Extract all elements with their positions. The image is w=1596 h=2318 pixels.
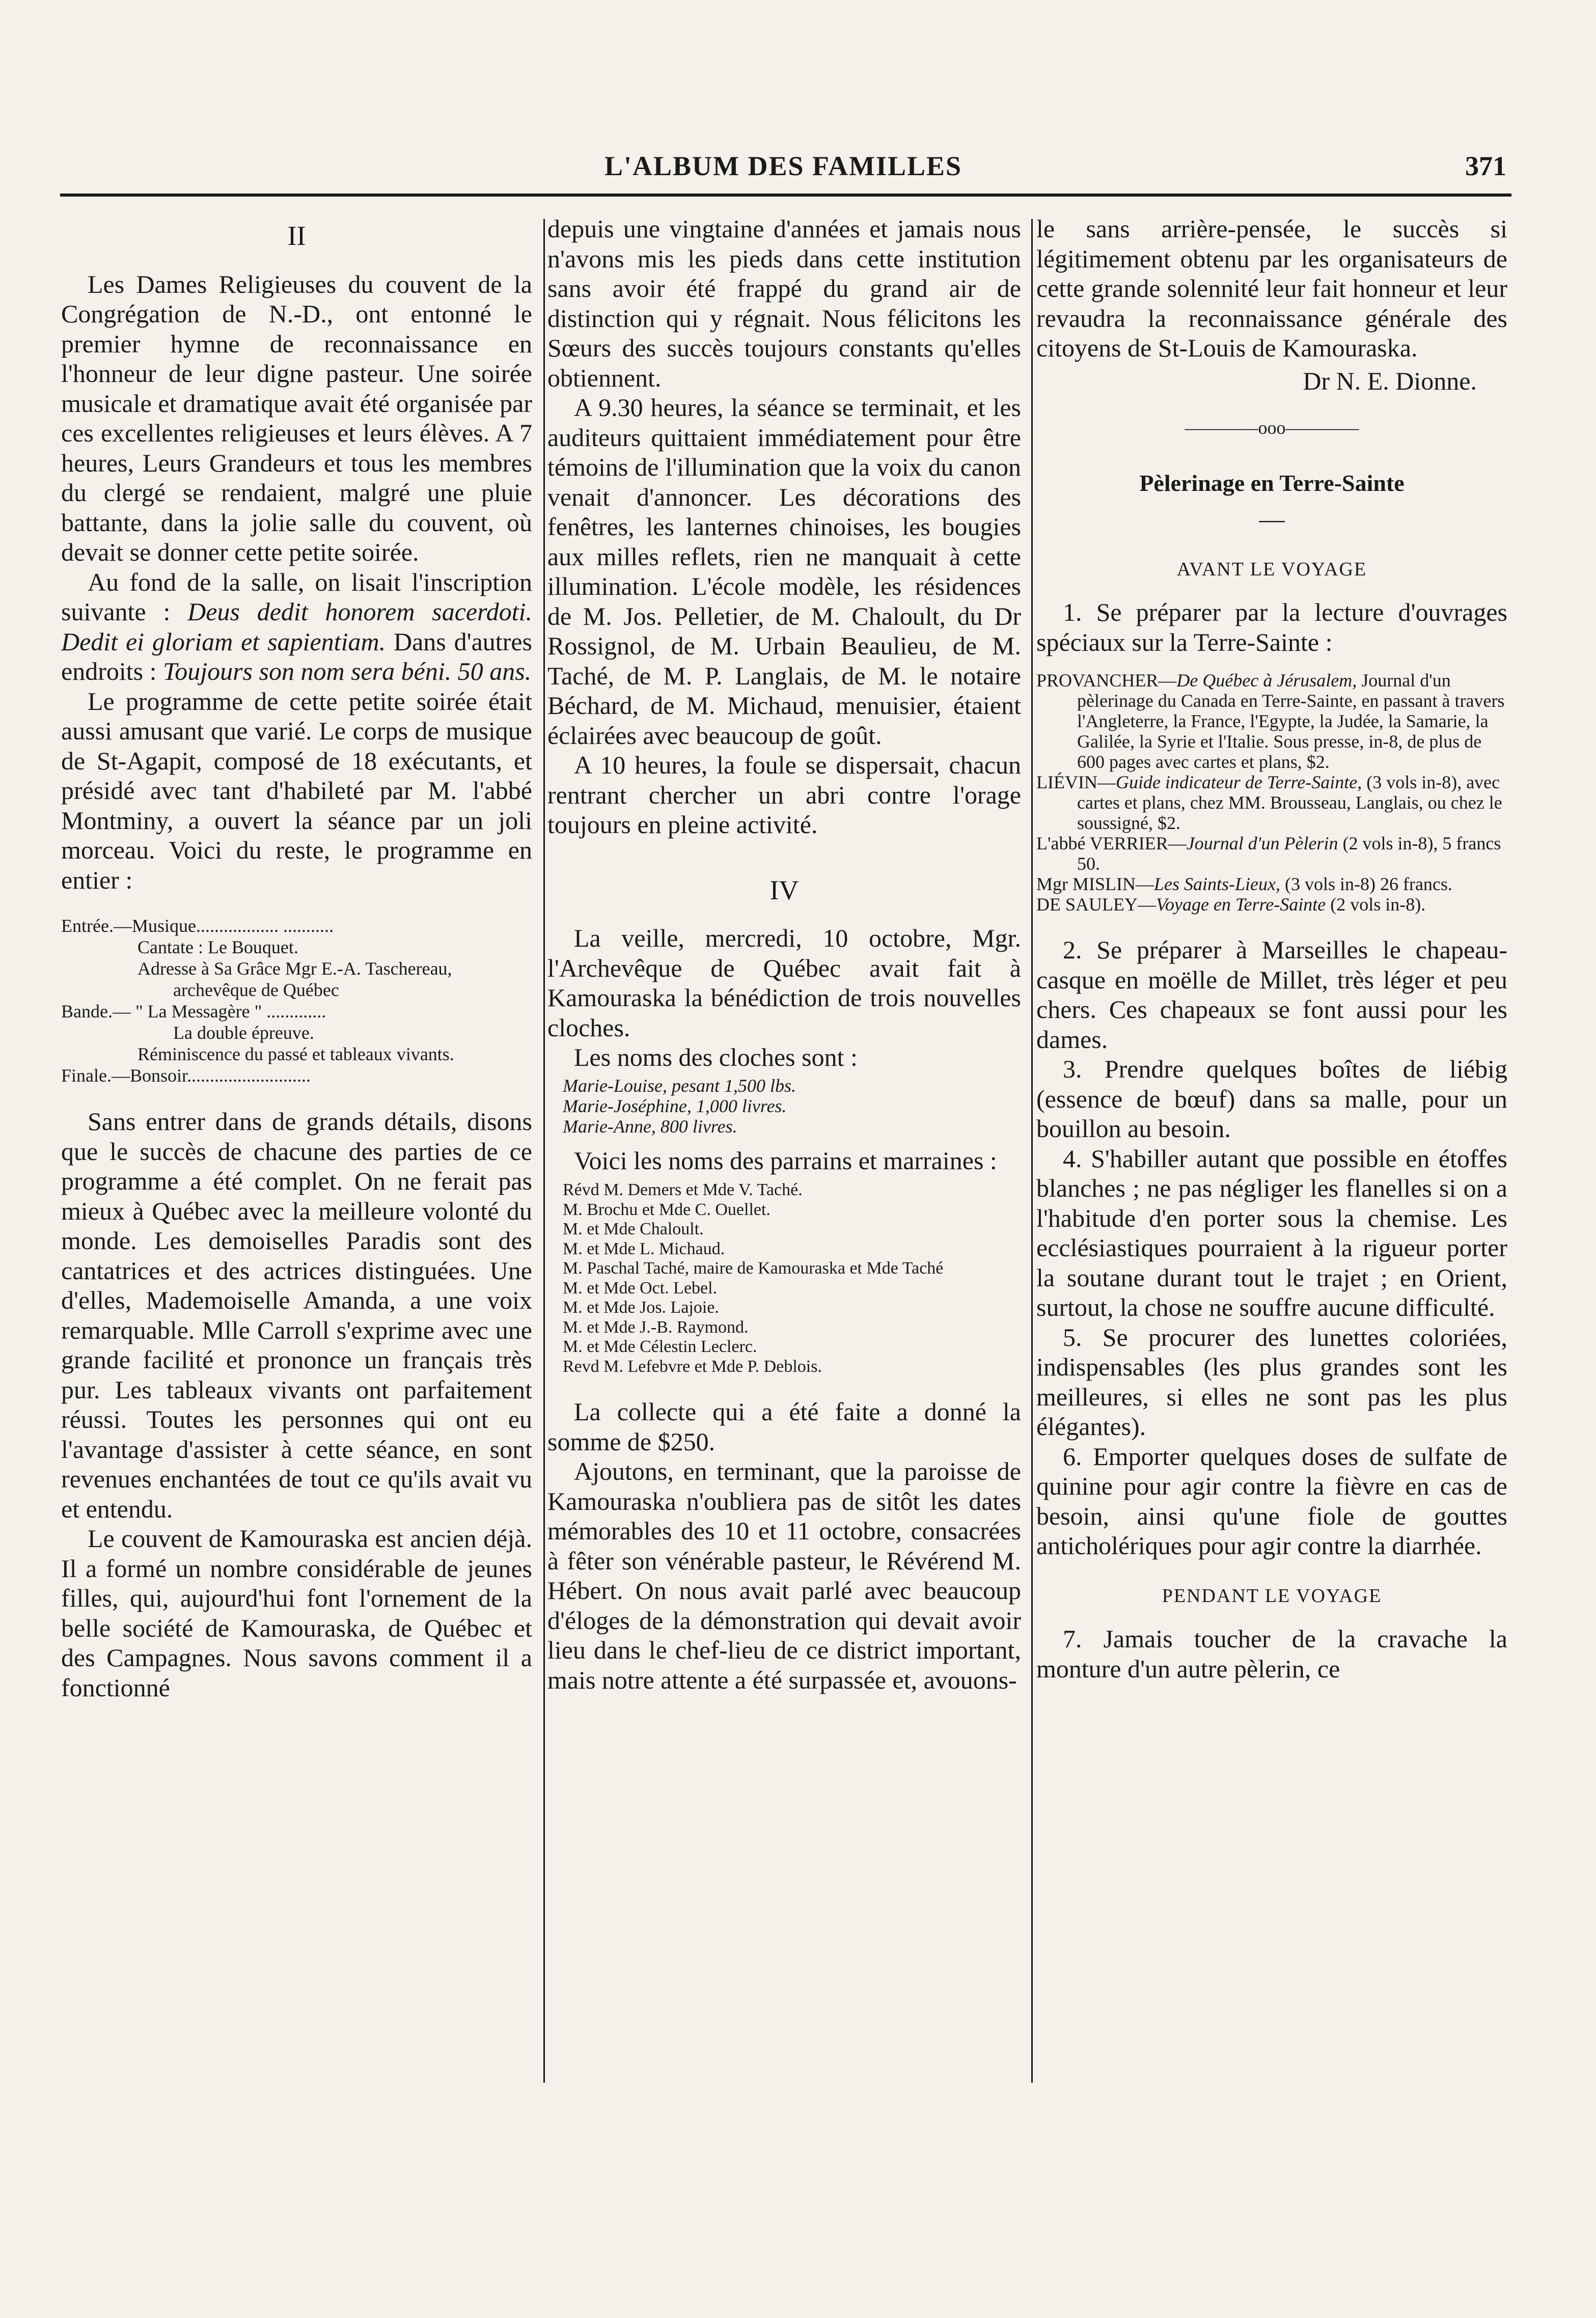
column-rule-1 [543, 219, 545, 2083]
column-2 [547, 214, 1021, 1695]
paragraph: Sans entrer dans de grands détails, disons que le succès de chacune des parties de ce programme a été complet. On ne ferait pas mieux à Québec avec la meilleure volonté du monde. Les demoiselles Paradis sont des cantatrices et des actrices distinguées. Une d'elles, Mademoiselle Amanda, a une voix remarquable. Mlle Carroll s'exprime avec une grande facilité et prononce un français très pur. Les tableaux vivants ont parfaitement réussi. Toutes les personnes qui ont eu l'avantage d'assister à cette séance, en sont revenues enchantées de tout ce qu'ils avait vu et entendu. [61, 1107, 532, 1523]
bibliography-entry [1036, 772, 1507, 833]
bibliography-entry [1036, 670, 1507, 772]
program-item: Adresse à Sa Grâce Mgr E.-A. Taschereau, [137, 958, 452, 979]
program-item: archevêque de Québec [173, 980, 339, 1000]
bib-details: (2 vols in-8), 5 francs 50. [1077, 833, 1501, 874]
column-rule-2 [1031, 219, 1033, 2083]
list-item: 1. Se préparer par la lecture d'ouvrages spéciaux sur la Terre-Sainte : [1036, 598, 1507, 656]
latin-inscription: Deus dedit honorem sacerdoti. Dedit ei gloriam et sapientiam. [61, 597, 532, 656]
bibliography-entry [1036, 874, 1507, 894]
bib-author: LIÉVIN— [1036, 772, 1116, 792]
paragraph: depuis une vingtaine d'années et jamais nous n'avons mis les pieds dans cette institution sans avoir été frappé du grand air de distinction qui y régnait. Nous félicitons les Sœurs des succès toujours constants qu'elles obtiennent. [547, 214, 1021, 392]
separator: ————ooo———— [1185, 418, 1359, 438]
bib-title: Les Saints-Lieux, [1154, 874, 1280, 894]
bib-title: De Québec à Jérusalem, [1176, 670, 1357, 691]
godparent-item: Révd M. Demers et Mde V. Taché. [563, 1180, 803, 1199]
bibliography-entry [1036, 894, 1507, 915]
program-item: La double épreuve. [173, 1023, 314, 1043]
list-item: 3. Prendre quelques boîtes de liébig (essence de bœuf) dans sa malle, pour un bouillon au besoin. [1036, 1055, 1507, 1143]
subheading-before-trip: AVANT LE VOYAGE [1176, 558, 1367, 580]
header-rule [60, 194, 1511, 197]
godparent-item: M. et Mde Célestin Leclerc. [563, 1337, 757, 1356]
bell-list [547, 1075, 1021, 1137]
godparent-item: M. et Mde Jos. Lajoie. [563, 1298, 719, 1317]
page-number: 371 [1465, 151, 1506, 181]
paragraph: A 9.30 heures, la séance se terminait, et les auditeurs quittaient immédiatement pour être témoins de l'illumination que la voix du canon venait d'annoncer. Les décorations des fenêtres, les lanternes chinoises, les bougies aux milles reflets, rien ne manquait à cette illumination. L'école modèle, les résidences de M. Jos. Pelletier, de M. Chaloult, du Dr Rossignol, de M. Urbain Beaulieu, de M. Taché, de M. P. Langlais, de M. le notaire Béchard, de M. Michaud, menuisier, étaient éclairées avec beaucoup de goût. [547, 393, 1021, 750]
bib-author: L'abbé VERRIER— [1036, 833, 1187, 853]
bibliography [1036, 670, 1507, 915]
bell-item: Marie-Joséphine, 1,000 livres. [563, 1095, 787, 1116]
godparent-item: M. et Mde Oct. Lebel. [563, 1278, 718, 1298]
paragraph: Le programme de cette petite soirée était aussi amusant que varié. Le corps de musique de St-Agapit, composé de 18 exécutants, et présidé avec tant d'habileté par M. l'abbé Montminy, a ouvert la séance par un joli morceau. Voici du reste, le programme en entier : [61, 686, 532, 894]
section-heading-ii: II [287, 220, 306, 251]
program-item: Cantate : Le Bouquet. [137, 937, 298, 957]
running-title: L'ALBUM DES FAMILLES [604, 151, 962, 181]
godparent-item: Revd M. Lefebvre et Mde P. Deblois. [563, 1357, 822, 1376]
list-item: 5. Se procurer des lunettes coloriées, indispensables (les plus grandes sont les meilleures, si elles ne sont pas les plus élégantes). [1036, 1322, 1507, 1441]
paragraph: La veille, mercredi, 10 octobre, Mgr. l'Archevêque de Québec avait fait à Kamouraska la bénédiction de trois nouvelles cloches. [547, 924, 1021, 1042]
bib-title: Guide indicateur de Terre-Sainte, [1115, 772, 1362, 792]
program-item: Réminiscence du passé et tableaux vivants. [137, 1044, 454, 1064]
godparent-item: M. Brochu et Mde C. Ouellet. [563, 1200, 771, 1219]
list-item: 4. S'habiller autant que possible en étoffes blanches ; ne pas négliger les flanelles si on a l'habitude d'en porter sous la chemise. Les ecclésiastiques pourraient à la rigueur porter la soutane durant tout le trajet ; en Orient, surtout, la chose ne souffre aucune difficulté. [1036, 1144, 1507, 1321]
program-item: Finale.—Bonsoir........................... [61, 1065, 311, 1086]
bib-author: Mgr MISLIN— [1036, 874, 1154, 894]
column-1 [61, 214, 532, 1702]
paragraph: Les Dames Religieuses du couvent de la Congrégation de N.-D., ont entonné le premier hymne de reconnaissance en l'honneur de leur digne pasteur. Une soirée musicale et dramatique avait été organisée par ces excellentes religieuses et leurs élèves. A 7 heures, Leurs Grandeurs et tous les membres du clergé se rendaient, malgré une pluie battante, dans la jolie salle du couvent, où devait se donner cette petite soirée. [61, 269, 532, 566]
program-item: Bande.— " La Messagère " ............. [61, 1001, 326, 1022]
paragraph: le sans arrière-pensée, le succès si légitimement obtenu par les organisateurs de cette grande solennité leur fait honneur et leur revaudra la reconnaissance générale des citoyens de St-Louis de Kamouraska. [1036, 214, 1507, 362]
paragraph: Ajoutons, en terminant, que la paroisse de Kamouraska n'oubliera pas de sitôt les dates mémorables des 10 et 11 octobre, consacrées à fêter son vénérable pasteur, le Révérend M. Hébert. On nous avait parlé avec beaucoup d'éloges de la démonstration qui devait avoir lieu dans le chef-lieu de ce district important, mais notre attente a été surpassée et, avouons- [547, 1457, 1021, 1694]
list-item: 6. Emporter quelques doses de sulfate de quinine pour agir contre la fièvre en cas de besoin, ainsi qu'une fiole de gouttes anticholériques pour agir contre la diarrhée. [1036, 1442, 1507, 1560]
godparents-list [547, 1180, 1021, 1376]
paragraph: Le couvent de Kamouraska est ancien déjà. Il a formé un nombre considérable de jeunes filles, qui, aujourd'hui font l'ornement de la belle société de Kamouraska, de Québec et des Campagnes. Nous savons comment il a fonctionné [61, 1524, 532, 1702]
paragraph: La collecte qui a été faite a donné la somme de $250. [547, 1397, 1021, 1456]
paragraph-inscription [61, 567, 532, 686]
paragraph: Les noms des cloches sont : [574, 1043, 858, 1071]
bibliography-entry [1036, 833, 1507, 874]
program-list [61, 915, 532, 1086]
paragraph: Voici les noms des parrains et marraines : [574, 1146, 997, 1175]
godparent-item: M. et Mde J.-B. Raymond. [563, 1317, 749, 1337]
bib-title: Journal d'un Pèlerin [1186, 833, 1338, 853]
bell-item: Marie-Louise, pesant 1,500 lbs. [563, 1075, 796, 1096]
program-item: Entrée.—Musique.................. ........... [61, 916, 334, 936]
bib-title: Voyage en Terre-Sainte [1155, 894, 1326, 915]
inscription: Toujours son nom sera béni. 50 ans. [162, 657, 532, 685]
page-header [60, 150, 1506, 191]
article-title: Pèlerinage en Terre-Sainte [1139, 470, 1405, 496]
bib-details: (2 vols in-8). [1326, 894, 1426, 915]
list-item: 7. Jamais toucher de la cravache la monture d'un autre pèlerin, ce [1036, 1624, 1507, 1683]
bib-details: (3 vols in-8) 26 francs. [1280, 874, 1452, 894]
signature: Dr N. E. Dionne. [1303, 366, 1477, 395]
bib-author: DE SAULEY— [1036, 894, 1156, 915]
paragraph: A 10 heures, la foule se dispersait, chacun rentrant chercher un abri contre l'orage toujours en pleine activité. [547, 751, 1021, 839]
godparent-item: M. et Mde Chaloult. [563, 1220, 704, 1238]
subheading-during-trip: PENDANT LE VOYAGE [1162, 1585, 1382, 1607]
column-3 [1036, 214, 1507, 1684]
bell-item: Marie-Anne, 800 livres. [563, 1116, 737, 1137]
text: Dans d'autres endroits : [61, 627, 532, 685]
text: Au fond de la salle, on lisait l'inscription suivante : [61, 567, 532, 626]
bib-author: PROVANCHER— [1036, 670, 1177, 691]
godparent-item: M. et Mde L. Michaud. [563, 1239, 725, 1258]
godparent-item: M. Paschal Taché, maire de Kamouraska et Mde Taché [563, 1259, 944, 1278]
section-heading-iv: IV [769, 874, 799, 905]
bib-details: Journal d'un pèlerinage du Canada en Terre-Sainte, en passant à travers l'Angleterre, la France, l'Egypte, la Judée, la Samarie, la Galilée, la Syrie et l'Italie. Sous presse, in-8, de plus de 600 pages avec cartes et plans, $2. [1077, 670, 1505, 772]
bib-details: (3 vols in-8), avec cartes et plans, chez MM. Brousseau, Langlais, ou chez le soussigné, $2. [1077, 772, 1502, 833]
title-dash: — [1259, 505, 1285, 533]
list-item: 2. Se préparer à Marseilles le chapeau-casque en moëlle de Millet, très léger et peu chers. Ces chapeaux se font aussi pour les dames. [1036, 935, 1507, 1054]
